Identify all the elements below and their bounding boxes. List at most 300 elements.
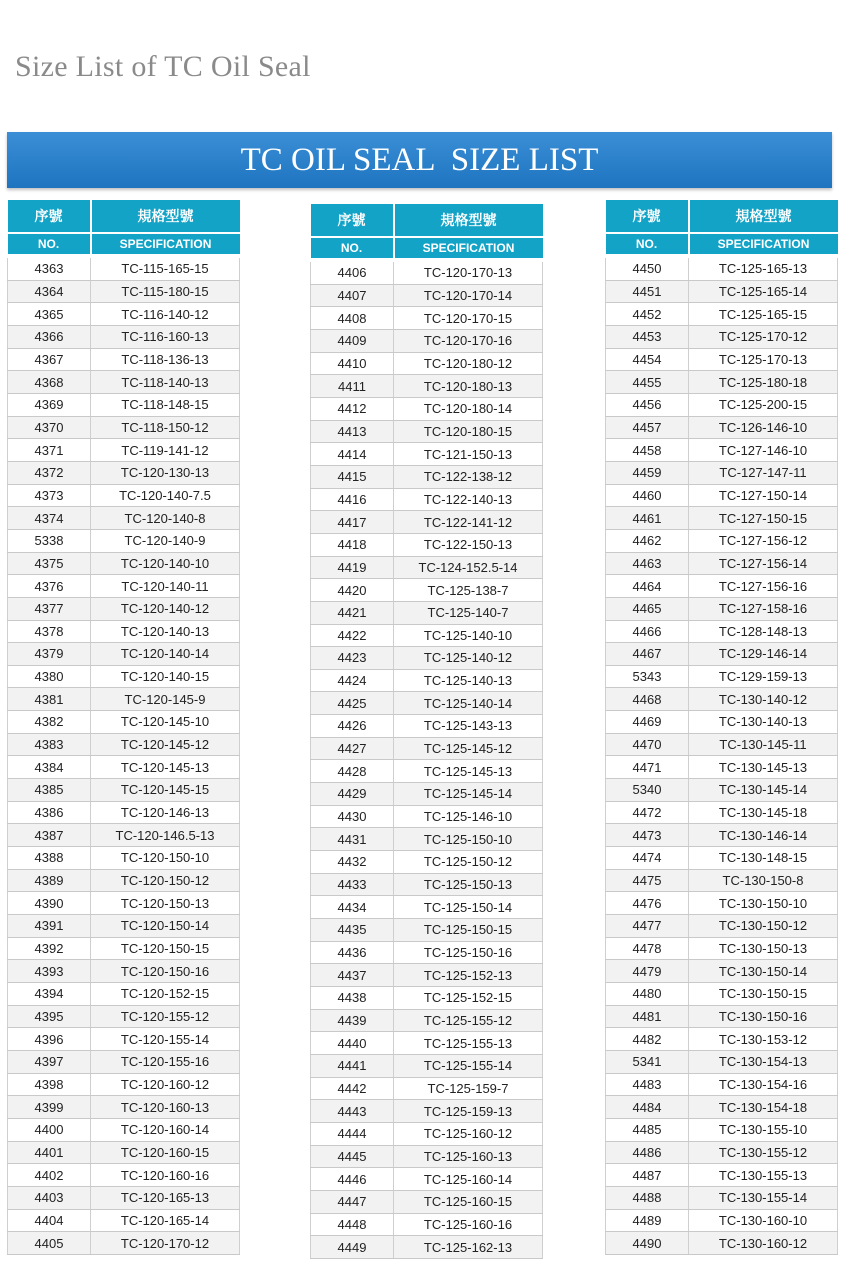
seal-number: 4486: [606, 1141, 689, 1164]
seal-number: 4466: [606, 620, 689, 643]
table-row: [606, 258, 838, 280]
seal-specification: TC-125-160-13: [394, 1145, 543, 1168]
seal-number: 4402: [8, 1164, 91, 1187]
seal-number: 4449: [311, 1236, 394, 1259]
seal-specification: TC-120-140-10: [91, 552, 240, 575]
seal-number: 4428: [311, 760, 394, 783]
seal-specification: TC-130-145-11: [689, 733, 838, 756]
table-row: [8, 1073, 240, 1096]
table-row: [8, 733, 240, 756]
seal-number: 4375: [8, 552, 91, 575]
seal-specification: TC-130-140-12: [689, 688, 838, 711]
seal-specification: TC-130-153-12: [689, 1028, 838, 1051]
seal-specification: TC-120-155-14: [91, 1028, 240, 1051]
table-row: [311, 851, 543, 874]
seal-specification: TC-125-170-13: [689, 348, 838, 371]
seal-number: 4450: [606, 258, 689, 280]
seal-number: 4365: [8, 303, 91, 326]
seal-number: 4409: [311, 329, 394, 352]
seal-number: 4431: [311, 828, 394, 851]
seal-specification: TC-125-150-13: [394, 873, 543, 896]
seal-number: 5341: [606, 1050, 689, 1073]
seal-number: 4379: [8, 643, 91, 666]
seal-number: 4363: [8, 258, 91, 280]
seal-specification: TC-120-170-14: [394, 284, 543, 307]
seal-number: 4416: [311, 488, 394, 511]
seal-number: 4381: [8, 688, 91, 711]
table-row: [8, 371, 240, 394]
seal-specification: TC-130-150-8: [689, 869, 838, 892]
table-row: [311, 352, 543, 375]
seal-number: 4435: [311, 919, 394, 942]
table-row: [8, 665, 240, 688]
seal-specification: TC-120-150-13: [91, 892, 240, 915]
seal-number: 4480: [606, 983, 689, 1006]
seal-specification: TC-120-170-13: [394, 262, 543, 284]
table-row: [8, 1164, 240, 1187]
seal-number: 4378: [8, 620, 91, 643]
seal-number: 4422: [311, 624, 394, 647]
seal-specification: TC-120-140-15: [91, 665, 240, 688]
seal-number: 4390: [8, 892, 91, 915]
table-row: [606, 733, 838, 756]
seal-specification: TC-120-150-12: [91, 869, 240, 892]
seal-number: 4444: [311, 1122, 394, 1145]
seal-specification: TC-120-165-13: [91, 1186, 240, 1209]
seal-specification: TC-127-158-16: [689, 597, 838, 620]
table-row: [8, 1005, 240, 1028]
table-row: [606, 983, 838, 1006]
seal-number: 4463: [606, 552, 689, 575]
size-table-2: [310, 204, 543, 1259]
table-row: [311, 1032, 543, 1055]
table-row: [606, 597, 838, 620]
seal-number: 4366: [8, 325, 91, 348]
table-row: [311, 533, 543, 556]
seal-specification: TC-120-145-15: [91, 779, 240, 802]
seal-number: 4386: [8, 801, 91, 824]
seal-specification: TC-120-180-15: [394, 420, 543, 443]
table-row: [8, 1209, 240, 1232]
seal-number: 4415: [311, 465, 394, 488]
size-table-1: [7, 200, 240, 1255]
seal-number: 4372: [8, 461, 91, 484]
table-row: [8, 937, 240, 960]
table-row: [8, 1028, 240, 1051]
seal-specification: TC-115-165-15: [91, 258, 240, 280]
table-row: [8, 1050, 240, 1073]
table-row: [606, 620, 838, 643]
seal-number: 4460: [606, 484, 689, 507]
table-row: [311, 420, 543, 443]
seal-number: 4377: [8, 597, 91, 620]
seal-number: 4400: [8, 1118, 91, 1141]
seal-number: 4429: [311, 783, 394, 806]
seal-number: 4487: [606, 1164, 689, 1187]
seal-number: 4438: [311, 987, 394, 1010]
table-row: [606, 960, 838, 983]
table-row: [606, 461, 838, 484]
seal-number: 4392: [8, 937, 91, 960]
seal-specification: TC-120-180-14: [394, 397, 543, 420]
seal-specification: TC-127-156-14: [689, 552, 838, 575]
table-row: [8, 416, 240, 439]
seal-number: 4439: [311, 1009, 394, 1032]
seal-specification: TC-120-130-13: [91, 461, 240, 484]
seal-specification: TC-120-140-7.5: [91, 484, 240, 507]
seal-number: 4477: [606, 915, 689, 938]
seal-number: 4385: [8, 779, 91, 802]
table-row: [8, 801, 240, 824]
seal-specification: TC-128-148-13: [689, 620, 838, 643]
seal-number: 4374: [8, 507, 91, 530]
table-row: [606, 643, 838, 666]
seal-specification: TC-126-146-10: [689, 416, 838, 439]
table-row: [311, 262, 543, 284]
header-spec-en: SPECIFICATION: [689, 233, 838, 254]
seal-specification: TC-130-154-18: [689, 1096, 838, 1119]
table-row: [8, 983, 240, 1006]
seal-number: 4485: [606, 1118, 689, 1141]
seal-specification: TC-120-140-11: [91, 575, 240, 598]
table-row: [8, 597, 240, 620]
table-row: [606, 439, 838, 462]
seal-specification: TC-125-160-16: [394, 1213, 543, 1236]
table-row: [606, 280, 838, 303]
seal-number: 4473: [606, 824, 689, 847]
table-row: [606, 915, 838, 938]
seal-specification: TC-120-140-12: [91, 597, 240, 620]
seal-specification: TC-130-154-13: [689, 1050, 838, 1073]
seal-specification: TC-125-155-12: [394, 1009, 543, 1032]
seal-number: 4399: [8, 1096, 91, 1119]
seal-number: 4398: [8, 1073, 91, 1096]
seal-specification: TC-127-147-11: [689, 461, 838, 484]
table-row: [606, 371, 838, 394]
seal-specification: TC-125-165-15: [689, 303, 838, 326]
seal-specification: TC-120-160-13: [91, 1096, 240, 1119]
seal-number: 4405: [8, 1232, 91, 1255]
seal-specification: TC-127-150-14: [689, 484, 838, 507]
table-row: [606, 348, 838, 371]
table-row: [311, 669, 543, 692]
seal-specification: TC-130-150-14: [689, 960, 838, 983]
table-row: [8, 847, 240, 870]
seal-number: 4440: [311, 1032, 394, 1055]
seal-specification: TC-120-180-13: [394, 375, 543, 398]
seal-number: 4447: [311, 1190, 394, 1213]
seal-number: 4407: [311, 284, 394, 307]
seal-number: 4406: [311, 262, 394, 284]
table-row: [311, 1054, 543, 1077]
seal-specification: TC-120-152-15: [91, 983, 240, 1006]
table-row: [311, 1236, 543, 1259]
header-no-cn: 序號: [8, 200, 91, 233]
seal-number: 4434: [311, 896, 394, 919]
seal-number: 4430: [311, 805, 394, 828]
seal-number: 4454: [606, 348, 689, 371]
seal-specification: TC-125-150-10: [394, 828, 543, 851]
table-row: [8, 575, 240, 598]
seal-number: 4395: [8, 1005, 91, 1028]
seal-specification: TC-127-156-16: [689, 575, 838, 598]
seal-number: 4371: [8, 439, 91, 462]
seal-number: 4489: [606, 1209, 689, 1232]
table-row: [311, 1100, 543, 1123]
seal-specification: TC-125-160-15: [394, 1190, 543, 1213]
seal-number: 5338: [8, 529, 91, 552]
table-row: [311, 941, 543, 964]
seal-number: 4482: [606, 1028, 689, 1051]
table-row: [8, 1186, 240, 1209]
seal-specification: TC-130-145-14: [689, 779, 838, 802]
seal-number: 4456: [606, 393, 689, 416]
table-row: [606, 1096, 838, 1119]
seal-specification: TC-120-145-9: [91, 688, 240, 711]
seal-specification: TC-127-150-15: [689, 507, 838, 530]
table-row: [311, 987, 543, 1010]
table-row: [606, 303, 838, 326]
table-row: [606, 688, 838, 711]
seal-specification: TC-120-145-10: [91, 711, 240, 734]
seal-specification: TC-118-136-13: [91, 348, 240, 371]
seal-number: 4394: [8, 983, 91, 1006]
table-row: [606, 1005, 838, 1028]
seal-specification: TC-118-148-15: [91, 393, 240, 416]
seal-specification: TC-121-150-13: [394, 443, 543, 466]
seal-number: 4479: [606, 960, 689, 983]
seal-specification: TC-129-159-13: [689, 665, 838, 688]
seal-specification: TC-120-160-15: [91, 1141, 240, 1164]
seal-specification: TC-125-159-7: [394, 1077, 543, 1100]
seal-number: 4476: [606, 892, 689, 915]
seal-specification: TC-130-150-16: [689, 1005, 838, 1028]
seal-number: 4370: [8, 416, 91, 439]
seal-number: 4424: [311, 669, 394, 692]
table-row: [606, 937, 838, 960]
table-row: [311, 1190, 543, 1213]
seal-specification: TC-130-155-14: [689, 1186, 838, 1209]
header-no-en: NO.: [606, 233, 689, 254]
table-row: [8, 303, 240, 326]
seal-number: 4472: [606, 801, 689, 824]
header-no-cn: 序號: [311, 204, 394, 237]
seal-specification: TC-120-140-9: [91, 529, 240, 552]
seal-number: 4397: [8, 1050, 91, 1073]
seal-number: 4393: [8, 960, 91, 983]
seal-number: 5343: [606, 665, 689, 688]
table-row: [8, 892, 240, 915]
table-row: [8, 552, 240, 575]
seal-specification: TC-120-170-15: [394, 307, 543, 330]
seal-number: 4436: [311, 941, 394, 964]
seal-number: 4474: [606, 847, 689, 870]
seal-specification: TC-130-155-13: [689, 1164, 838, 1187]
seal-number: 4369: [8, 393, 91, 416]
table-row: [606, 665, 838, 688]
table-row: [311, 488, 543, 511]
seal-number: 4403: [8, 1186, 91, 1209]
seal-specification: TC-130-150-13: [689, 937, 838, 960]
table-row: [311, 1077, 543, 1100]
seal-specification: TC-125-200-15: [689, 393, 838, 416]
table-row: [606, 507, 838, 530]
seal-specification: TC-125-145-14: [394, 783, 543, 806]
seal-number: 4404: [8, 1209, 91, 1232]
table-row: [8, 960, 240, 983]
seal-number: 4478: [606, 937, 689, 960]
table-row: [606, 869, 838, 892]
table-row: [606, 325, 838, 348]
seal-number: 4367: [8, 348, 91, 371]
seal-number: 4419: [311, 556, 394, 579]
seal-specification: TC-120-150-10: [91, 847, 240, 870]
table-row: [8, 620, 240, 643]
size-list-banner: TC OIL SEAL SIZE LIST: [7, 132, 832, 188]
seal-number: 4441: [311, 1054, 394, 1077]
table-row: [606, 1073, 838, 1096]
table-row: [8, 779, 240, 802]
seal-number: 4455: [606, 371, 689, 394]
seal-number: 4471: [606, 756, 689, 779]
table-row: [606, 1232, 838, 1255]
seal-number: 4387: [8, 824, 91, 847]
seal-number: 4490: [606, 1232, 689, 1255]
seal-number: 4488: [606, 1186, 689, 1209]
table-row: [606, 1118, 838, 1141]
table-row: [311, 556, 543, 579]
seal-number: 4432: [311, 851, 394, 874]
seal-specification: TC-122-138-12: [394, 465, 543, 488]
seal-number: 4414: [311, 443, 394, 466]
seal-specification: TC-125-155-13: [394, 1032, 543, 1055]
seal-number: 4420: [311, 579, 394, 602]
seal-specification: TC-125-140-10: [394, 624, 543, 647]
seal-number: 4457: [606, 416, 689, 439]
table-row: [311, 284, 543, 307]
table-row: [8, 280, 240, 303]
table-row: [8, 1118, 240, 1141]
seal-number: 4410: [311, 352, 394, 375]
seal-specification: TC-125-152-15: [394, 987, 543, 1010]
seal-number: 4417: [311, 511, 394, 534]
seal-specification: TC-130-155-10: [689, 1118, 838, 1141]
seal-number: 4368: [8, 371, 91, 394]
seal-specification: TC-125-138-7: [394, 579, 543, 602]
seal-specification: TC-120-140-8: [91, 507, 240, 530]
table-row: [311, 692, 543, 715]
seal-specification: TC-130-160-10: [689, 1209, 838, 1232]
seal-specification: TC-125-165-14: [689, 280, 838, 303]
table-row: [8, 643, 240, 666]
seal-specification: TC-130-145-13: [689, 756, 838, 779]
seal-number: 4470: [606, 733, 689, 756]
seal-number: 4448: [311, 1213, 394, 1236]
seal-number: 4433: [311, 873, 394, 896]
table-row: [8, 1096, 240, 1119]
table-row: [8, 1232, 240, 1255]
table-row: [311, 307, 543, 330]
seal-number: 4453: [606, 325, 689, 348]
seal-number: 4458: [606, 439, 689, 462]
seal-number: 4469: [606, 711, 689, 734]
seal-number: 4388: [8, 847, 91, 870]
seal-specification: TC-125-150-16: [394, 941, 543, 964]
seal-number: 4401: [8, 1141, 91, 1164]
seal-number: 4426: [311, 715, 394, 738]
seal-specification: TC-125-150-15: [394, 919, 543, 942]
seal-number: 4462: [606, 529, 689, 552]
table-row: [606, 779, 838, 802]
seal-specification: TC-125-159-13: [394, 1100, 543, 1123]
seal-specification: TC-120-146.5-13: [91, 824, 240, 847]
header-spec-en: SPECIFICATION: [394, 237, 543, 258]
seal-specification: TC-130-155-12: [689, 1141, 838, 1164]
seal-specification: TC-120-150-16: [91, 960, 240, 983]
seal-number: 4413: [311, 420, 394, 443]
header-no-cn: 序號: [606, 200, 689, 233]
table-row: [8, 325, 240, 348]
table-row: [8, 258, 240, 280]
seal-specification: TC-130-148-15: [689, 847, 838, 870]
size-table-3: [605, 200, 838, 1255]
table-row: [311, 601, 543, 624]
seal-specification: TC-125-140-13: [394, 669, 543, 692]
table-row: [311, 964, 543, 987]
table-row: [8, 869, 240, 892]
table-row: [8, 507, 240, 530]
table-row: [311, 397, 543, 420]
seal-specification: TC-120-155-12: [91, 1005, 240, 1028]
seal-number: 4421: [311, 601, 394, 624]
seal-specification: TC-125-152-13: [394, 964, 543, 987]
table-row: [311, 624, 543, 647]
seal-number: 4445: [311, 1145, 394, 1168]
table-row: [311, 783, 543, 806]
seal-specification: TC-125-150-14: [394, 896, 543, 919]
seal-specification: TC-116-160-13: [91, 325, 240, 348]
header-spec-cn: 規格型號: [394, 204, 543, 237]
seal-number: 4461: [606, 507, 689, 530]
seal-number: 4443: [311, 1100, 394, 1123]
table-row: [606, 484, 838, 507]
seal-specification: TC-122-150-13: [394, 533, 543, 556]
table-row: [8, 915, 240, 938]
seal-specification: TC-118-140-13: [91, 371, 240, 394]
seal-specification: TC-129-146-14: [689, 643, 838, 666]
seal-specification: TC-120-150-15: [91, 937, 240, 960]
table-row: [606, 529, 838, 552]
seal-specification: TC-118-150-12: [91, 416, 240, 439]
seal-specification: TC-115-180-15: [91, 280, 240, 303]
seal-specification: TC-122-140-13: [394, 488, 543, 511]
table-row: [311, 647, 543, 670]
seal-specification: TC-120-155-16: [91, 1050, 240, 1073]
table-row: [311, 896, 543, 919]
seal-number: 4384: [8, 756, 91, 779]
table-row: [311, 1213, 543, 1236]
table-row: [311, 1122, 543, 1145]
seal-specification: TC-130-150-12: [689, 915, 838, 938]
table-row: [8, 688, 240, 711]
table-row: [311, 579, 543, 602]
seal-specification: TC-120-160-16: [91, 1164, 240, 1187]
seal-specification: TC-125-145-12: [394, 737, 543, 760]
seal-number: 4412: [311, 397, 394, 420]
seal-specification: TC-125-143-13: [394, 715, 543, 738]
seal-number: 4391: [8, 915, 91, 938]
table-row: [606, 756, 838, 779]
